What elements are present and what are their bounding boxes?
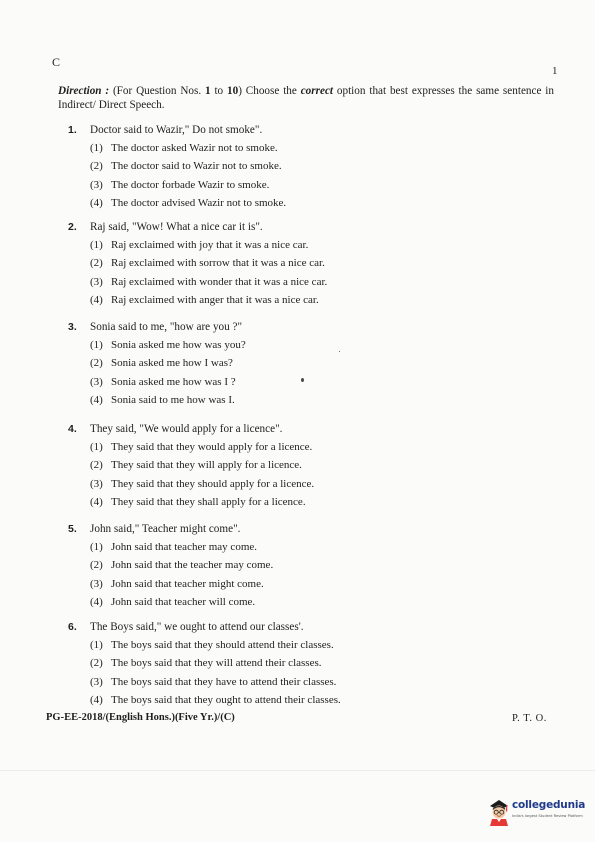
option-number: (1) (90, 541, 103, 553)
option-4 (68, 291, 508, 309)
direction-label: Direction : (58, 85, 110, 97)
option-text: John said that teacher may come. (111, 541, 258, 553)
option-1 (68, 236, 508, 254)
direction-text-pre: (For Question Nos. (109, 85, 205, 97)
option-1 (68, 438, 508, 456)
question-1 (68, 121, 508, 213)
option-2 (68, 354, 508, 372)
direction-emphasis: correct (300, 85, 334, 97)
option-text: The boys said that they have to attend their classes. (111, 675, 337, 688)
option-text: The doctor asked Wazir not to smoke. (111, 142, 278, 154)
question-text: The Boys said," we ought to attend our classes'. (90, 621, 304, 633)
option-number: (4) (90, 294, 103, 307)
option-4 (68, 391, 508, 409)
option-3 (68, 475, 508, 493)
direction-from: 1 (205, 85, 211, 97)
option-number: (3) (90, 577, 103, 590)
option-1 (68, 336, 508, 354)
question-text: Sonia said to me, "how are you ?" (90, 321, 243, 333)
paper-code: PG-EE-2018/(English Hons.)(Five Yr.)/(C) (46, 712, 235, 723)
option-text: Raj exclaimed with wonder that it was a nice car. (111, 275, 328, 288)
option-number: (2) (90, 559, 103, 572)
option-number: (3) (90, 477, 103, 490)
option-number: (4) (90, 694, 103, 707)
question-stem (68, 618, 508, 636)
brand-tagline: India's largest Student Review Platform (512, 814, 583, 818)
option-3 (68, 273, 508, 291)
question-stem (68, 318, 508, 336)
option-number: (2) (90, 459, 103, 472)
option-1 (68, 636, 508, 654)
option-3 (68, 373, 508, 391)
option-3 (68, 176, 508, 194)
option-number: (3) (90, 275, 103, 288)
option-text: Sonia asked me how was I ? (111, 375, 236, 388)
option-2 (68, 556, 508, 574)
option-text: The boys said that they ought to attend their classes. (111, 694, 341, 707)
option-number: (2) (90, 257, 103, 270)
option-text: Raj exclaimed with sorrow that it was a nice car. (111, 257, 325, 270)
option-3 (68, 673, 508, 691)
option-text: The boys said that they will attend their classes. (111, 657, 322, 670)
option-text: They said that they would apply for a licence. (111, 441, 313, 453)
question-stem (68, 218, 508, 236)
option-text: They said that they should apply for a licence. (111, 477, 315, 490)
question-6 (68, 618, 508, 710)
option-number: (2) (90, 357, 103, 370)
question-number: 6. (68, 621, 77, 633)
question-number: 4. (68, 423, 77, 435)
option-number: (1) (90, 441, 103, 453)
question-stem (68, 520, 508, 538)
option-1 (68, 538, 508, 556)
question-number: 5. (68, 523, 77, 535)
option-text: John said that teacher might come. (111, 577, 264, 590)
question-text: John said," Teacher might come". (90, 523, 241, 535)
direction-to-word: to (210, 85, 228, 97)
option-text: The doctor said to Wazir not to smoke. (111, 160, 282, 173)
option-2 (68, 157, 508, 175)
option-4 (68, 593, 508, 611)
scan-speck (339, 351, 340, 352)
direction-text-mid: ) Choose the (238, 85, 301, 97)
option-1 (68, 139, 508, 157)
scan-fold-line (0, 770, 595, 771)
option-number: (3) (90, 675, 103, 688)
option-number: (2) (90, 657, 103, 670)
option-number: (4) (90, 496, 103, 509)
option-text: Sonia asked me how was you? (111, 339, 246, 351)
question-2 (68, 218, 508, 310)
option-text: Raj exclaimed with anger that it was a nice car. (111, 294, 319, 307)
option-number: (3) (90, 178, 103, 191)
scan-speck (301, 378, 304, 382)
collegedunia-watermark (486, 797, 590, 827)
option-number: (4) (90, 596, 103, 609)
option-text: John said that the teacher may come. (111, 559, 274, 572)
question-stem (68, 121, 508, 139)
question-text: Raj said, "Wow! What a nice car it is". (90, 221, 263, 233)
option-text: They said that they shall apply for a licence. (111, 496, 306, 509)
question-number: 1. (68, 124, 77, 136)
series-letter: C (52, 55, 61, 69)
option-2 (68, 254, 508, 272)
option-text: They said that they will apply for a licence. (111, 459, 302, 472)
option-number: (1) (90, 339, 103, 351)
option-text: Raj exclaimed with joy that it was a nice car. (111, 239, 309, 251)
question-stem (68, 420, 508, 438)
option-number: (1) (90, 639, 103, 651)
direction-text-post: option that best expresses the same sentence in Indirect/ Direct Speech. (58, 85, 554, 111)
option-number: (1) (90, 142, 103, 154)
option-number: (4) (90, 394, 103, 407)
option-number: (1) (90, 239, 103, 251)
question-text: Doctor said to Wazir," Do not smoke". (90, 124, 263, 136)
option-4 (68, 691, 508, 709)
mascot-icon (486, 797, 512, 827)
question-number: 3. (68, 321, 77, 333)
option-text: The doctor forbade Wazir to smoke. (111, 178, 270, 191)
option-4 (68, 493, 508, 511)
option-number: (3) (90, 375, 103, 388)
option-text: The boys said that they should attend their classes. (111, 639, 334, 651)
option-2 (68, 654, 508, 672)
option-2 (68, 456, 508, 474)
question-3 (68, 318, 508, 410)
option-text: Sonia asked me how I was? (111, 357, 233, 370)
option-4 (68, 194, 508, 212)
option-text: The doctor advised Wazir not to smoke. (111, 197, 287, 210)
option-number: (4) (90, 197, 103, 210)
question-5 (68, 520, 508, 612)
brand-name: collegedunia (512, 799, 586, 811)
page-number: 1 (552, 65, 558, 77)
direction-to: 10 (227, 85, 239, 97)
question-number: 2. (68, 221, 77, 233)
option-text: John said that teacher will come. (111, 596, 256, 609)
option-text: Sonia said to me how was I. (111, 394, 235, 407)
question-text: They said, "We would apply for a licence". (90, 423, 283, 435)
question-4 (68, 420, 508, 512)
option-3 (68, 575, 508, 593)
option-number: (2) (90, 160, 103, 173)
please-turn-over: P. T. O. (512, 713, 547, 724)
